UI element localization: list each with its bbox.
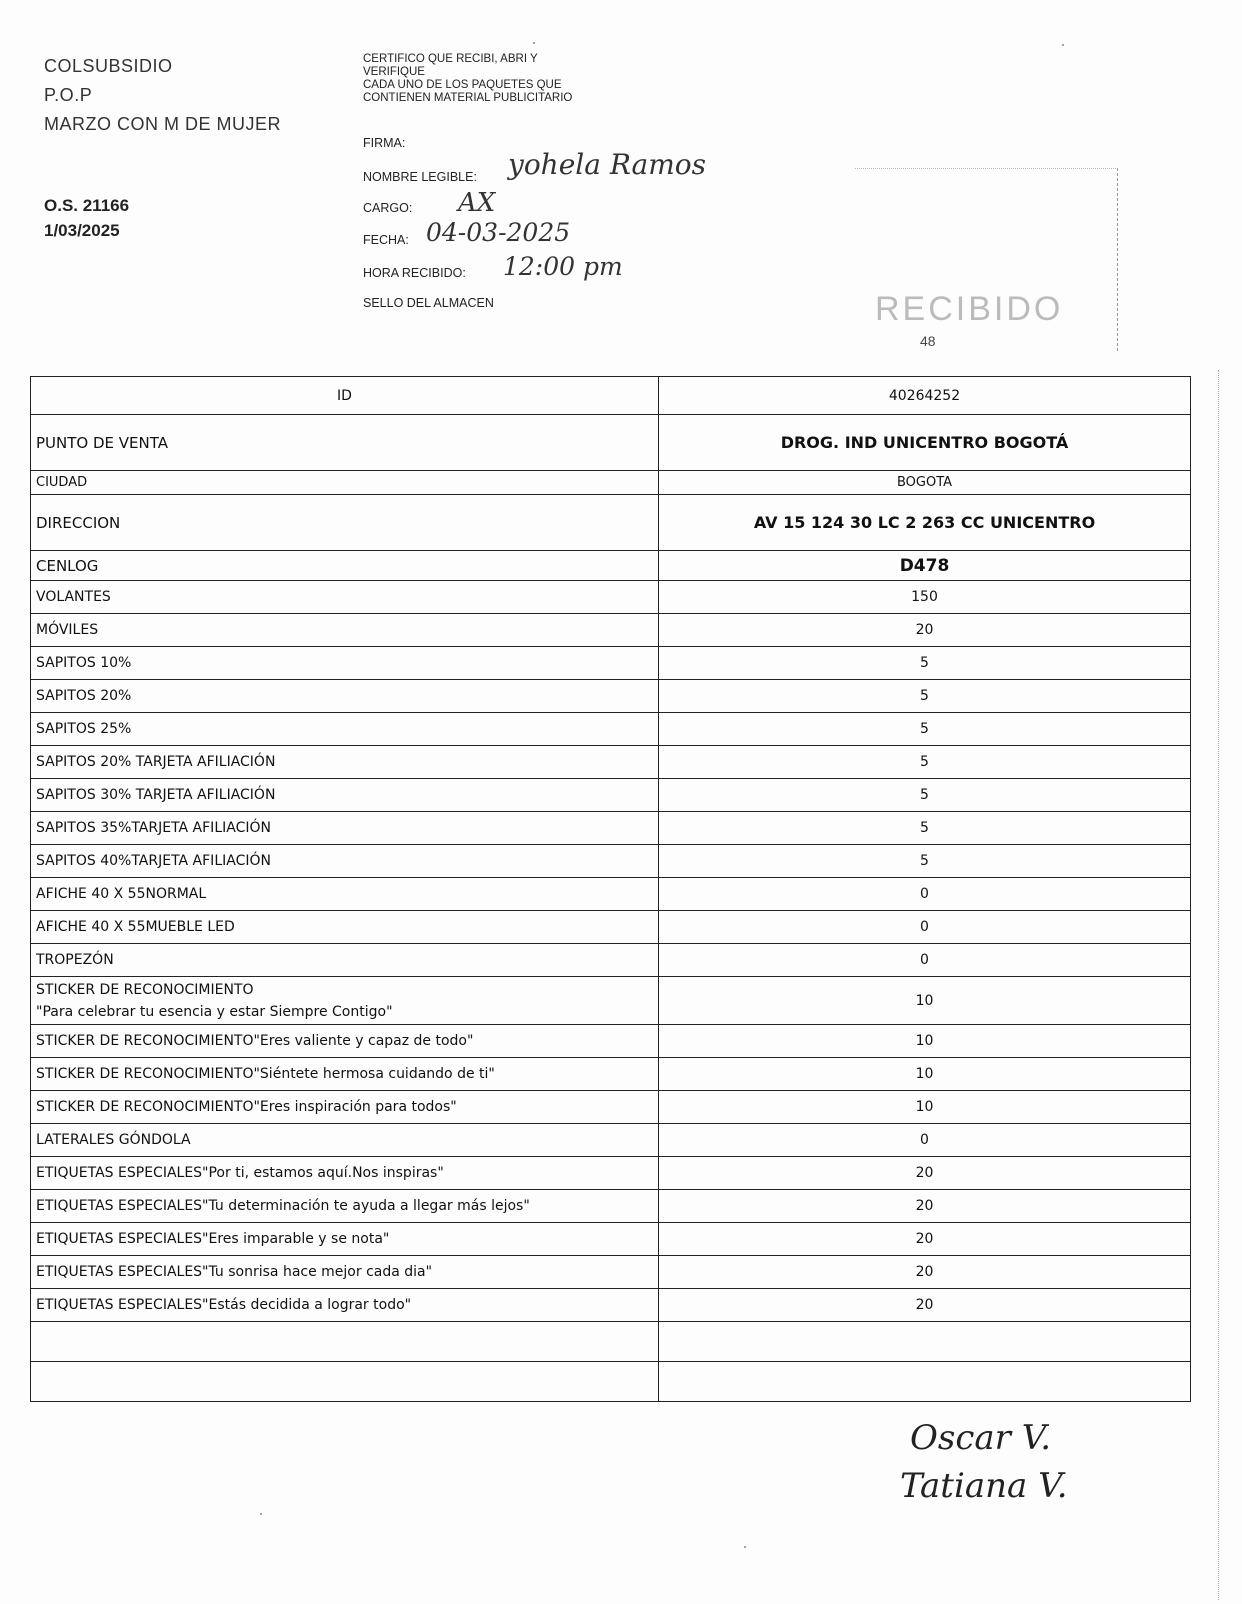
- fecha-value: 04-03-2025: [426, 218, 571, 247]
- order-block: [44, 193, 129, 243]
- row-label-line-1: STICKER DE RECONOCIMIENTO: [36, 981, 254, 998]
- row-value: 10: [659, 977, 1191, 1025]
- row-value: 5: [659, 680, 1191, 713]
- row-value: 5: [659, 779, 1191, 812]
- campaign-name: MARZO CON M DE MUJER: [44, 114, 281, 134]
- certificate-text: [363, 53, 663, 105]
- scan-speck: [533, 42, 535, 44]
- row-label: LATERALES GÓNDOLA: [31, 1124, 659, 1157]
- table-row: [31, 377, 1191, 415]
- material-type: P.O.P: [44, 85, 93, 105]
- row-label: STICKER DE RECONOCIMIENTO"Eres valiente y capaz de todo": [31, 1025, 659, 1058]
- row-value: 0: [659, 944, 1191, 977]
- row-label: STICKER DE RECONOCIMIENTO"Eres inspiración para todos": [31, 1091, 659, 1124]
- table-row: [31, 415, 1191, 471]
- stamp-number: 48: [920, 333, 936, 349]
- row-value: AV 15 124 30 LC 2 263 CC UNICENTRO: [659, 495, 1191, 551]
- row-label: SAPITOS 30% TARJETA AFILIACIÓN: [31, 779, 659, 812]
- table-row: [31, 812, 1191, 845]
- table-row: [31, 845, 1191, 878]
- signature-tatiana: Tatiana V.: [900, 1466, 1068, 1506]
- table-row-empty: [31, 1362, 1191, 1402]
- row-label: PUNTO DE VENTA: [31, 415, 659, 471]
- row-value: 10: [659, 1091, 1191, 1124]
- row-label: [31, 1362, 659, 1402]
- row-label: ETIQUETAS ESPECIALES"Tu sonrisa hace mejor cada dia": [31, 1256, 659, 1289]
- firma-label: FIRMA:: [363, 136, 406, 150]
- row-value: 0: [659, 911, 1191, 944]
- company-name: COLSUBSIDIO: [44, 56, 173, 76]
- table-row: [31, 746, 1191, 779]
- hora-value: 12:00 pm: [503, 252, 623, 281]
- table-row: [31, 713, 1191, 746]
- order-date: 1/03/2025: [44, 221, 120, 240]
- table-row: [31, 1256, 1191, 1289]
- row-value: 5: [659, 647, 1191, 680]
- scan-speck: [1062, 44, 1064, 46]
- fecha-label: FECHA:: [363, 233, 409, 247]
- table-row: [31, 1025, 1191, 1058]
- row-label: VOLANTES: [31, 581, 659, 614]
- order-number: O.S. 21166: [44, 196, 130, 215]
- stamp-text: RECIBIDO: [875, 290, 1064, 328]
- row-value: 20: [659, 1256, 1191, 1289]
- row-value: 40264252: [659, 377, 1191, 415]
- table-row: [31, 1223, 1191, 1256]
- row-label-line-2: "Para celebrar tu esencia y estar Siempre Contigo": [36, 1003, 393, 1020]
- table-row: [31, 647, 1191, 680]
- row-value: 5: [659, 713, 1191, 746]
- row-label: ID: [31, 377, 659, 415]
- row-label: SAPITOS 40%TARJETA AFILIACIÓN: [31, 845, 659, 878]
- table-row-empty: [31, 1322, 1191, 1362]
- sello-label: SELLO DEL ALMACEN: [363, 296, 494, 310]
- table-row: [31, 471, 1191, 495]
- cargo-value: AX: [458, 188, 496, 218]
- table-row: [31, 680, 1191, 713]
- row-label: ETIQUETAS ESPECIALES"Eres imparable y se nota": [31, 1223, 659, 1256]
- row-value: 150: [659, 581, 1191, 614]
- table-row: [31, 1190, 1191, 1223]
- row-label: DIRECCION: [31, 495, 659, 551]
- hora-label: HORA RECIBIDO:: [363, 266, 466, 280]
- table-row: [31, 1289, 1191, 1322]
- row-value: D478: [659, 551, 1191, 581]
- row-label: AFICHE 40 X 55NORMAL: [31, 878, 659, 911]
- row-value: 10: [659, 1058, 1191, 1091]
- row-value: 20: [659, 1157, 1191, 1190]
- table-row: [31, 977, 1191, 1025]
- row-label: ETIQUETAS ESPECIALES"Tu determinación te ayuda a llegar más lejos": [31, 1190, 659, 1223]
- row-label: ETIQUETAS ESPECIALES"Por ti, estamos aquí.Nos inspiras": [31, 1157, 659, 1190]
- row-label: SAPITOS 20%: [31, 680, 659, 713]
- row-label: SAPITOS 25%: [31, 713, 659, 746]
- row-value: 20: [659, 1190, 1191, 1223]
- scan-speck: [260, 1513, 262, 1515]
- row-label: SAPITOS 35%TARJETA AFILIACIÓN: [31, 812, 659, 845]
- cargo-label: CARGO:: [363, 201, 413, 215]
- row-value: 0: [659, 878, 1191, 911]
- table-row: [31, 779, 1191, 812]
- row-value: 0: [659, 1124, 1191, 1157]
- table-row: [31, 495, 1191, 551]
- row-label: CIUDAD: [31, 471, 659, 495]
- scan-speck: [744, 1546, 746, 1548]
- table-row: [31, 1157, 1191, 1190]
- row-label: SAPITOS 20% TARJETA AFILIACIÓN: [31, 746, 659, 779]
- scan-edge: [1218, 370, 1220, 1600]
- table-row: [31, 614, 1191, 647]
- row-value: 20: [659, 614, 1191, 647]
- table-row: [31, 581, 1191, 614]
- row-value: 10: [659, 1025, 1191, 1058]
- row-value: 20: [659, 1223, 1191, 1256]
- table-row: [31, 911, 1191, 944]
- signature-oscar: Oscar V.: [910, 1418, 1052, 1458]
- row-value: 20: [659, 1289, 1191, 1322]
- table-row: [31, 551, 1191, 581]
- cert-line-2: VERIFIQUE: [363, 66, 425, 78]
- table-row: [31, 878, 1191, 911]
- row-label: [31, 977, 659, 1025]
- row-value: BOGOTA: [659, 471, 1191, 495]
- row-value: 5: [659, 812, 1191, 845]
- row-value: [659, 1362, 1191, 1402]
- row-label: ETIQUETAS ESPECIALES"Estás decidida a lograr todo": [31, 1289, 659, 1322]
- cert-line-3: CADA UNO DE LOS PAQUETES QUE: [363, 79, 562, 91]
- table-row: [31, 1124, 1191, 1157]
- cert-line-4: CONTIENEN MATERIAL PUBLICITARIO: [363, 92, 573, 104]
- row-label: SAPITOS 10%: [31, 647, 659, 680]
- row-value: 5: [659, 845, 1191, 878]
- table-row: [31, 1058, 1191, 1091]
- material-table: [30, 376, 1191, 1402]
- cert-line-1: CERTIFICO QUE RECIBI, ABRI Y: [363, 53, 538, 65]
- row-value: DROG. IND UNICENTRO BOGOTÁ: [659, 415, 1191, 471]
- row-label: TROPEZÓN: [31, 944, 659, 977]
- row-label: STICKER DE RECONOCIMIENTO"Siéntete hermosa cuidando de ti": [31, 1058, 659, 1091]
- table-row: [31, 944, 1191, 977]
- row-value: [659, 1322, 1191, 1362]
- row-label: AFICHE 40 X 55MUEBLE LED: [31, 911, 659, 944]
- row-label: [31, 1322, 659, 1362]
- nombre-value: yohela Ramos: [508, 148, 707, 181]
- row-value: 5: [659, 746, 1191, 779]
- row-label: MÓVILES: [31, 614, 659, 647]
- row-label: CENLOG: [31, 551, 659, 581]
- nombre-label: NOMBRE LEGIBLE:: [363, 170, 477, 184]
- table-row: [31, 1091, 1191, 1124]
- header-block: [44, 52, 281, 139]
